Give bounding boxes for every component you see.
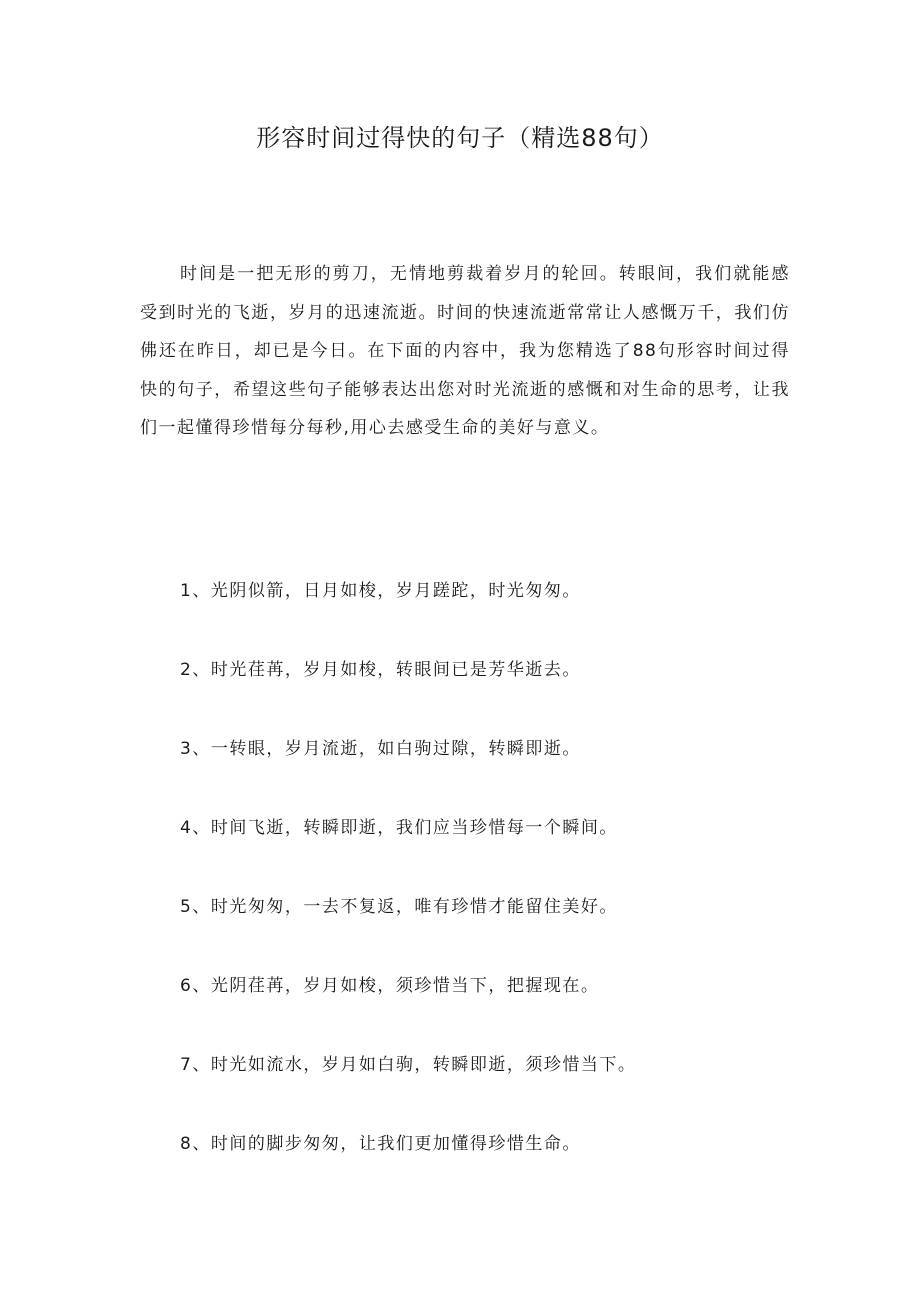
list-item: 5、时光匆匆，一去不复返，唯有珍惜才能留住美好。 <box>180 897 618 917</box>
list-item: 8、时间的脚步匆匆，让我们更加懂得珍惜生命。 <box>180 1134 581 1154</box>
sentence-list <box>180 572 800 1204</box>
intro-paragraph: 时间是一把无形的剪刀，无情地剪裁着岁月的轮回。转眼间，我们就能感受到时光的飞逝，岁月的迅速流逝。时间的快速流逝常常让人感慨万千，我们仿佛还在昨日，却已是今日。在下面的内容中，我为您精选了88句形容时间过得快的句子，希望这些句子能够表达出您对时光流逝的感慨和对生命的思考，让我们一起懂得珍惜每分每秒,用心去感受生命的美好与意义。 <box>140 264 790 438</box>
list-item: 1、光阴似箭，日月如梭，岁月蹉跎，时光匆匆。 <box>180 581 581 601</box>
list-item: 4、时间飞逝，转瞬即逝，我们应当珍惜每一个瞬间。 <box>180 818 618 838</box>
document-title: 形容时间过得快的句子（精选88句） <box>256 124 664 152</box>
list-item: 7、时光如流水，岁月如白驹，转瞬即逝，须珍惜当下。 <box>180 1055 637 1075</box>
list-item: 2、时光荏苒，岁月如梭，转眼间已是芳华逝去。 <box>180 660 581 680</box>
list-item: 6、光阴荏苒，岁月如梭，须珍惜当下，把握现在。 <box>180 976 600 996</box>
list-item: 3、一转眼，岁月流逝，如白驹过隙，转瞬即逝。 <box>180 739 581 759</box>
